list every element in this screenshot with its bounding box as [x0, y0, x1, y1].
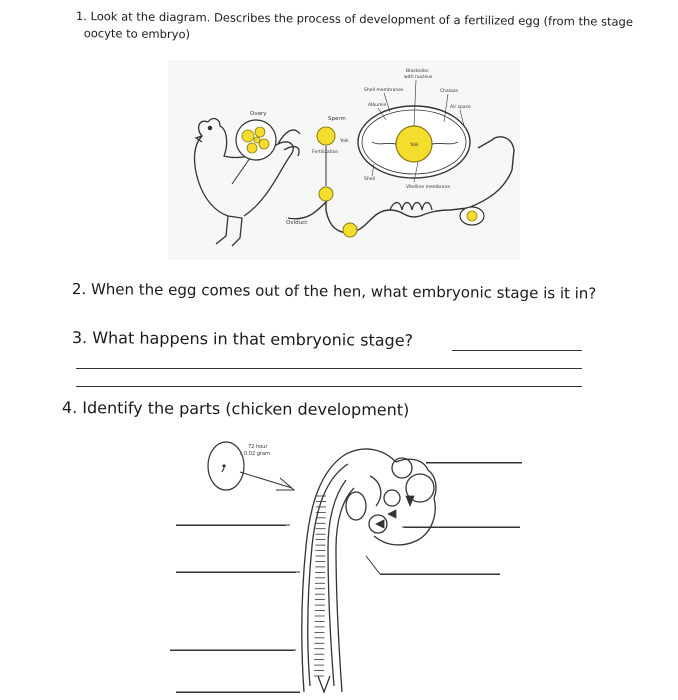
answer-blank-6[interactable]	[170, 650, 294, 651]
label-sperm: Sperm	[328, 116, 346, 122]
answer-line-3c[interactable]	[76, 386, 582, 387]
answer-blank-5[interactable]	[380, 574, 500, 575]
label-shell: Shell	[364, 177, 375, 182]
label-ovary: Ovary	[250, 111, 267, 117]
question-4: 4. Identify the parts (chicken development)	[61, 398, 410, 420]
answer-line-3b[interactable]	[76, 368, 582, 369]
question-1-line-2: oocyte to embryo)	[83, 26, 191, 42]
descending-yolk	[319, 187, 333, 201]
egg-development-diagram	[168, 60, 520, 260]
oviduct-yolk	[343, 223, 357, 237]
fertilization-yolk	[317, 127, 335, 145]
embryo-arrows	[376, 496, 414, 528]
question-1-line-1: 1. Look at the diagram. Describes the process of development of a fertilized egg (from the stage	[75, 8, 634, 29]
label-yolk-big: Yolk	[410, 143, 419, 148]
label-albumin: Albumin	[368, 103, 387, 108]
chick-embryo-diagram	[170, 436, 530, 700]
label-blastodisc: Blastodisc	[406, 69, 429, 74]
label-shell-membranes: Shell membranes	[364, 88, 404, 93]
question-2: 2. When the egg comes out of the hen, what embryonic stage is it in?	[71, 280, 597, 303]
answer-blank-3[interactable]	[404, 527, 520, 528]
somite-column	[314, 496, 326, 676]
label-age: 72 hour	[248, 444, 268, 450]
label-weight: 0.02 gram	[244, 451, 270, 457]
answer-blank-1[interactable]	[426, 462, 522, 463]
question-3: 3. What happens in that embryonic stage?	[71, 328, 414, 350]
embryo-body	[302, 449, 436, 692]
label-chalaza: Chalaza	[440, 89, 458, 94]
answer-blank-7[interactable]	[176, 692, 300, 693]
label-oviduct: Oviduct	[286, 220, 308, 226]
label-fertilization: Fertilization	[312, 150, 339, 155]
label-with-nucleus: with nucleus	[404, 75, 433, 80]
answer-blank-4[interactable]	[176, 572, 296, 573]
answer-line-3a[interactable]	[452, 350, 582, 351]
question-1	[76, 8, 633, 48]
label-leader-lines	[170, 463, 522, 692]
label-air-space: Air space	[450, 105, 471, 110]
label-yolk-small: Yolk	[340, 139, 349, 144]
embryo-size-inset	[208, 442, 244, 490]
label-vitelline-membrane: Vitelline membrane	[406, 185, 451, 190]
answer-blank-2[interactable]	[176, 525, 286, 526]
